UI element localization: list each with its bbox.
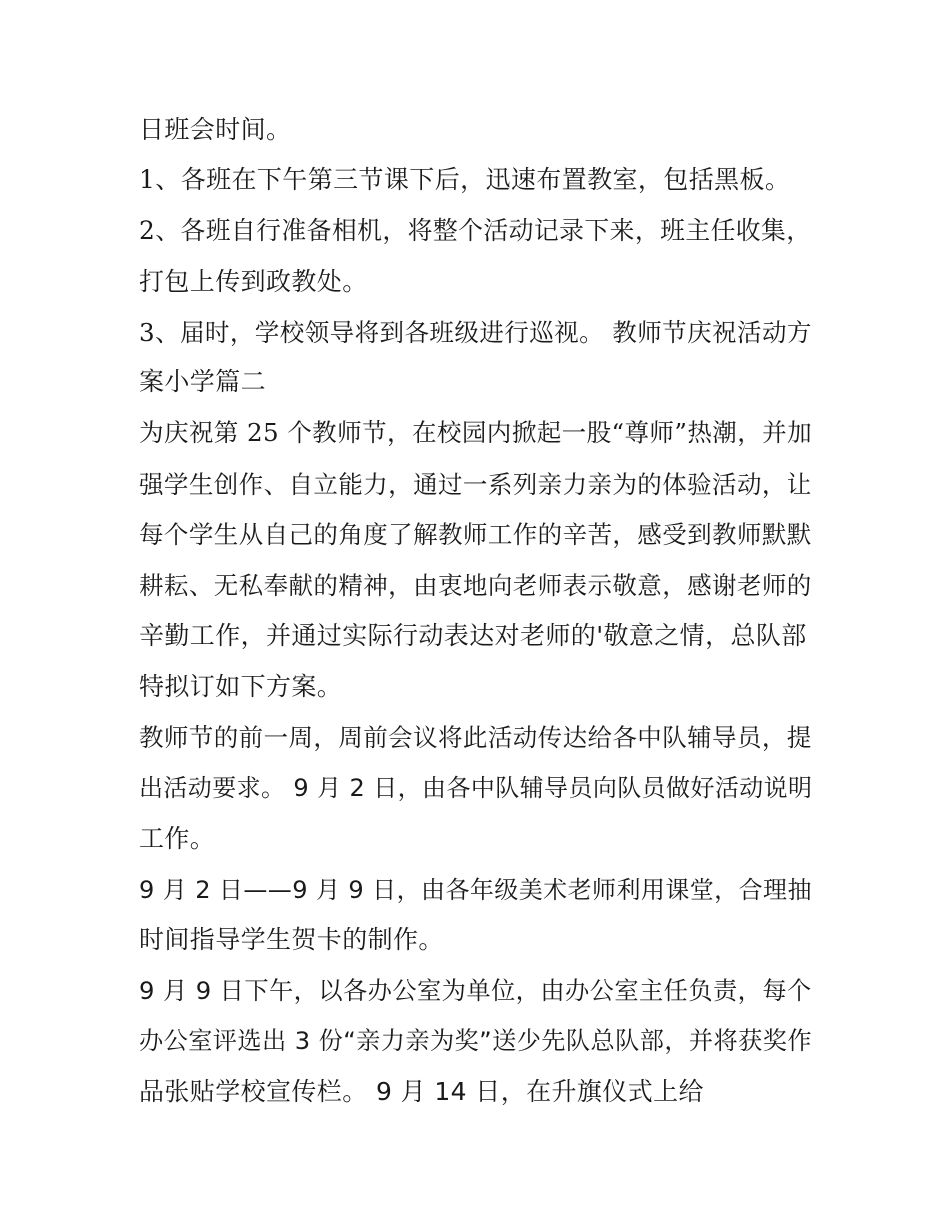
text-line-3: 2、各班自行准备相机，将整个活动记录下来，班主任收集， xyxy=(139,216,812,245)
text-line-13: 教师节的前一周，周前会议将此活动传达给各中队辅导员，提 xyxy=(139,723,812,752)
text-line-8: 强学生创作、自立能力，通过一系列亲力亲为的体验活动，让 xyxy=(139,470,812,499)
text-line-5: 3、届时，学校领导将到各班级进行巡视。 教师节庆祝活动方 xyxy=(139,318,812,347)
text-line-9: 每个学生从自己的角度了解教师工作的辛苦，感受到教师默默 xyxy=(139,520,812,549)
text-line-18: 9 月 9 日下午，以各办公室为单位，由办公室主任负责，每个 xyxy=(139,976,812,1005)
text-line-10: 耕耘、无私奉献的精神，由衷地向老师表示敬意，感谢老师的 xyxy=(139,571,812,600)
text-line-16: 9 月 2 日——9 月 9 日，由各年级美术老师利用课堂，合理抽 xyxy=(139,876,812,904)
text-line-14: 出活动要求。 9 月 2 日，由各中队辅导员向队员做好活动说明 xyxy=(139,774,813,802)
text-line-19: 办公室评选出 3 份“亲力亲为奖”送少先队总队部，并将获奖作 xyxy=(139,1027,812,1055)
text-line-7: 为庆祝第 25 个教师节，在校园内掀起一股“尊师”热潮，并加 xyxy=(139,418,813,447)
text-line-1: 日班会时间。 xyxy=(139,115,292,144)
text-line-15: 工作。 xyxy=(139,824,216,853)
text-line-2: 1、各班在下午第三节课下后，迅速布置教室，包括黑板。 xyxy=(139,165,791,194)
text-line-20: 品张贴学校宣传栏。 9 月 14 日，在升旗仪式上给 xyxy=(139,1077,704,1106)
text-line-4: 打包上传到政教处。 xyxy=(139,267,368,296)
text-line-12: 特拟订如下方案。 xyxy=(139,672,343,701)
text-line-6: 案小学篇二 xyxy=(139,367,267,396)
text-line-11: 辛勤工作，并通过实际行动表达对老师的'敬意之情，总队部 xyxy=(139,621,807,650)
text-line-17: 时间指导学生贺卡的制作。 xyxy=(139,925,444,954)
